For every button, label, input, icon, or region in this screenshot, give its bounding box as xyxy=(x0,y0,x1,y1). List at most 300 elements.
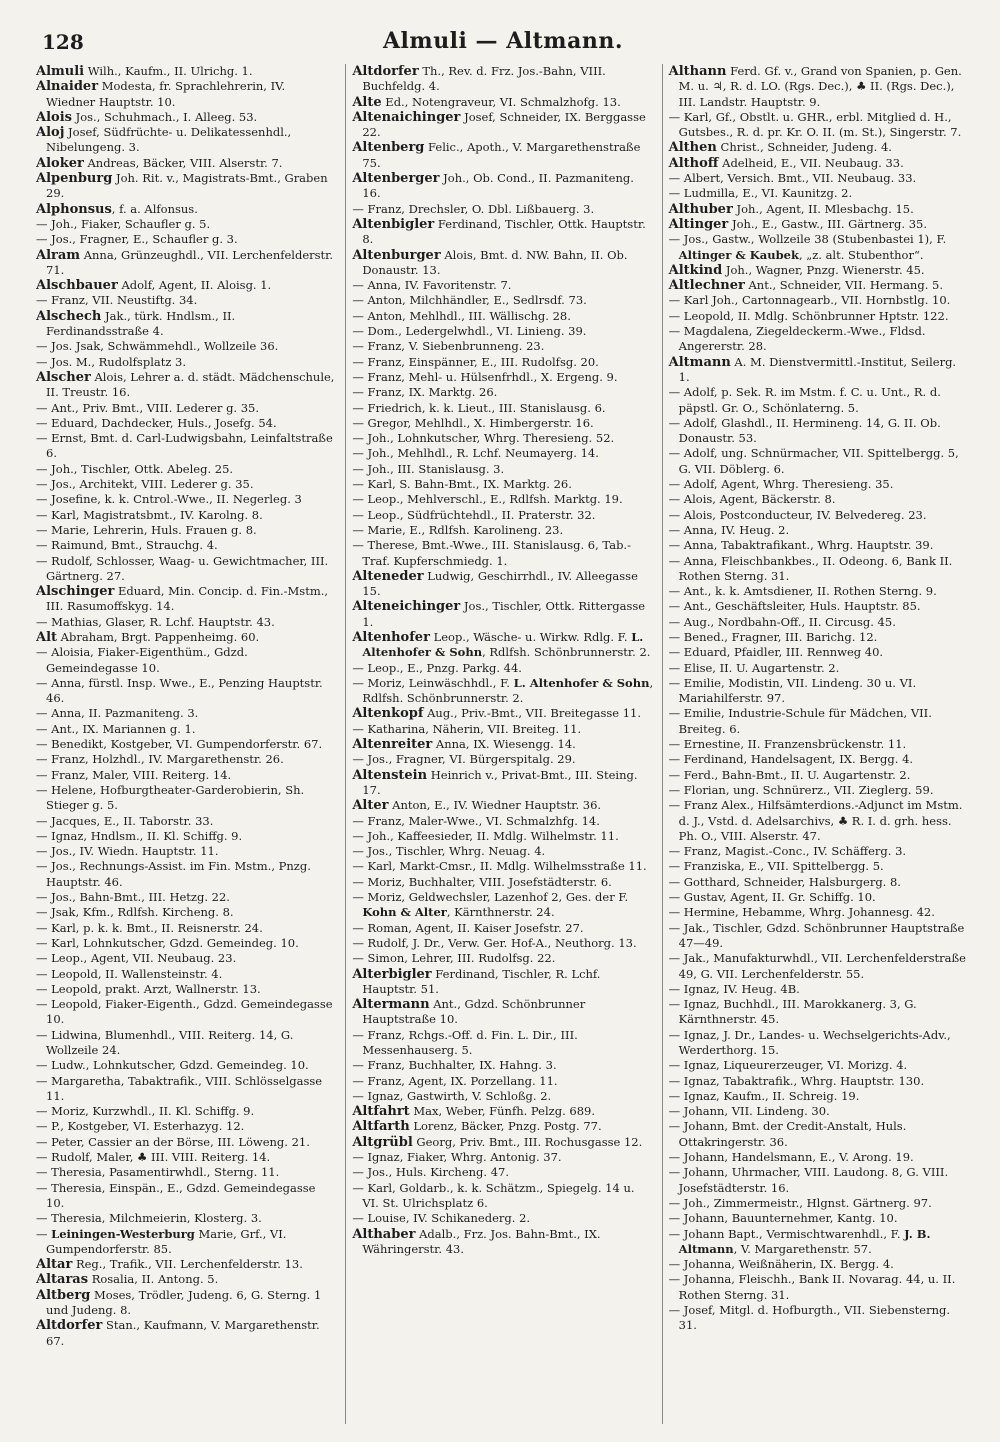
entry-details: Anna, Grünzeughdl., VII. Lerchenfelderstr. 71. xyxy=(46,247,334,277)
entry-details: Joh. Rit. v., Magistrats-Bmt., Graben 29. xyxy=(46,171,328,201)
entry-surname: Alte xyxy=(352,94,382,110)
entry-details-tail: , „z. alt. Stubenthor“. xyxy=(798,247,924,262)
directory-entry xyxy=(36,645,337,676)
entry-details: Andreas, Bäcker, VIII. Alserstr. 7. xyxy=(83,155,283,170)
entry-details: Jak., türk. Hndlsm., II. Ferdinandsstraße 4. xyxy=(46,308,236,339)
directory-entry xyxy=(36,630,337,645)
entry-details: — Karl, Markt-Cmsr., II. Mdlg. Wilhelmsstraße 11. xyxy=(352,859,647,874)
directory-entry xyxy=(36,997,337,1028)
entry-details: — Lidwina, Blumenhdl., VIII. Reiterg. 14, G. Wollzeile 24. xyxy=(36,1027,294,1057)
entry-surname: Almuli xyxy=(36,64,85,79)
entry-details: — Rudolf, Schlosser, Waag- u. Gewichtmacher, III. Gärtnerg. 27. xyxy=(36,553,329,583)
directory-entry xyxy=(669,1028,970,1059)
entry-details: — Raimund, Bmt., Strauchg. 4. xyxy=(36,538,218,553)
running-head: Almuli — Altmann. xyxy=(382,28,623,54)
entry-details: — Ignaz, Gastwirth, V. Schloßg. 2. xyxy=(352,1088,552,1103)
entry-details: — Therese, Bmt.-Wwe., III. Stanislausg. 6, Tab.-Traf. Kupferschmiedg. 1. xyxy=(352,538,631,568)
directory-entry xyxy=(36,202,337,217)
entry-details: — Jos. Jsak, Schwämmehdl., Wollzeile 36. xyxy=(36,339,279,354)
directory-entry xyxy=(669,416,970,447)
entry-details: Josef, Schneider, IX. Berggasse 22. xyxy=(362,109,646,140)
directory-entry xyxy=(669,752,970,767)
entry-surname: Altmann xyxy=(668,354,731,370)
directory-entry xyxy=(352,355,653,370)
directory-entry xyxy=(36,783,337,814)
entry-details: — Moriz, Geldwechsler, Lazenhof 2, Ges. der F. xyxy=(352,890,629,905)
directory-entry xyxy=(669,232,970,263)
entry-details: — Rudolf, Maler, ♣ III. VIII. Reiterg. 14. xyxy=(36,1150,271,1165)
entry-surname: Althen xyxy=(668,140,717,156)
directory-entry xyxy=(669,661,970,676)
entry-details: — Ernestine, II. Franzensbrückenstr. 11. xyxy=(668,737,907,752)
entry-details: — Ignaz, Hndlsm., II. Kl. Schiffg. 9. xyxy=(36,828,243,843)
entry-details: — Ignaz, Tabaktrafik., Whrg. Hauptstr. 130. xyxy=(668,1073,925,1088)
entry-details: — Mathias, Glaser, R. Lchf. Hauptstr. 43. xyxy=(36,614,275,629)
entry-details: Ferdinand, Tischler, Ottk. Hauptstr. 8. xyxy=(362,216,646,247)
directory-entry xyxy=(669,385,970,416)
directory-entry xyxy=(352,967,653,998)
directory-entry xyxy=(669,110,970,141)
directory-entry xyxy=(669,446,970,477)
page-number: 128 xyxy=(42,30,84,54)
entry-details: — Franz, V. Siebenbrunneng. 23. xyxy=(352,339,545,354)
entry-details: — Joh., Mehlhdl., R. Lchf. Neumayerg. 14. xyxy=(352,446,599,461)
directory-entry xyxy=(352,1227,653,1258)
directory-entry xyxy=(669,997,970,1028)
entry-surname: Altenberg xyxy=(352,140,425,156)
entry-details: — Ludmilla, E., VI. Kaunitzg. 2. xyxy=(668,186,853,201)
entry-details: — Franziska, E., VII. Spittelbergg. 5. xyxy=(668,859,884,874)
entry-surname: Altkind xyxy=(668,262,723,278)
directory-entry xyxy=(36,859,337,890)
directory-entry xyxy=(352,523,653,538)
entry-details: Alois, Lehrer a. d. städt. Mädchenschule, II. Treustr. 16. xyxy=(46,369,335,400)
directory-entry xyxy=(36,1150,337,1165)
directory-entry xyxy=(669,1272,970,1303)
entry-details: — Joh., Tischler, Ottk. Abeleg. 25. xyxy=(36,461,234,476)
entry-details-tail: , Rdlfsh. Schönbrunnerstr. 2. xyxy=(362,675,654,706)
entry-surname: Altenburger xyxy=(352,247,441,263)
entry-details: — Ant., IX. Mariannen g. 1. xyxy=(36,721,196,736)
entry-firm-name: Kohn & Alter xyxy=(362,905,447,920)
entry-details: — Franz, Mehl- u. Hülsenfrhdl., X. Ergeng. 9. xyxy=(352,369,618,384)
directory-entry xyxy=(36,1288,337,1319)
entry-details: — Karl, p. k. k. Bmt., II. Reisnerstr. 24. xyxy=(36,920,263,935)
directory-entry xyxy=(669,171,970,186)
directory-entry xyxy=(669,615,970,630)
directory-entry xyxy=(352,706,653,721)
entry-details: Max, Weber, Fünfh. Pelzg. 689. xyxy=(409,1104,595,1119)
directory-entry xyxy=(36,829,337,844)
directory-entry xyxy=(352,309,653,324)
directory-entry xyxy=(352,278,653,293)
entry-details: — Marie, E., Rdlfsh. Karolineng. 23. xyxy=(352,522,564,537)
directory-entry xyxy=(352,569,653,600)
entry-details: Joh., Agent, II. Mlesbachg. 15. xyxy=(732,201,914,216)
directory-entry xyxy=(352,890,653,921)
directory-entry xyxy=(352,110,653,141)
entry-details: — Theresia, Pasamentirwhdl., Sterng. 11. xyxy=(36,1165,280,1180)
entry-surname: Althoff xyxy=(668,155,719,171)
entry-details: Aug., Priv.-Bmt., VII. Breitegasse 11. xyxy=(423,706,642,721)
entry-details: Ed., Notengraveur, VI. Schmalzhofg. 13. xyxy=(381,94,621,109)
entry-details: — Karl Joh., Cartonnagearb., VII. Hornbstlg. 10. xyxy=(668,293,951,308)
entry-details: — Franz, Buchhalter, IX. Hahng. 3. xyxy=(352,1058,557,1073)
directory-entry xyxy=(352,921,653,936)
entry-details: — Jos., Fragner, E., Schaufler g. 3. xyxy=(36,232,238,247)
directory-entry xyxy=(669,890,970,905)
directory-entry xyxy=(36,125,337,156)
entry-surname: Altaras xyxy=(36,1272,89,1288)
entry-details: — Johanna, Fleischh., Bank II. Novarag. 44, u. II. Rothen Sterng. 31. xyxy=(668,1272,956,1302)
entry-details: — Leop., Südfrüchtehdl., II. Praterstr. 32. xyxy=(352,507,596,522)
directory-entry xyxy=(669,1227,970,1258)
entry-firm-name: L. Altenhofer & Sohn xyxy=(362,629,644,660)
entry-details: — Franz, Drechsler, O. Dbl. Lißbauerg. 3. xyxy=(352,201,595,216)
entry-details: Adalb., Frz. Jos. Bahn-Bmt., IX. Währingerstr. 43. xyxy=(362,1226,601,1256)
entry-details: Ant., Schneider, VII. Hermang. 5. xyxy=(744,278,943,293)
entry-details: Adolf, Agent, II. Aloisg. 1. xyxy=(117,278,272,293)
entry-surname: Altenreiter xyxy=(352,737,433,753)
entry-details: — Franz, Einspänner, E., III. Rudolfsg. 20. xyxy=(352,354,599,369)
directory-entry xyxy=(669,875,970,890)
entry-details: — Franz, VII. Neustiftg. 34. xyxy=(36,293,198,308)
entry-details-tail: Marie, Grf., VI. Gumpendorferstr. 85. xyxy=(46,1226,287,1256)
entry-details: Modesta, fr. Sprachlehrerin, IV. Wiedner Hauptstr. 10. xyxy=(46,79,286,109)
entry-details: — Gustav, Agent, II. Gr. Schiffg. 10. xyxy=(668,890,876,905)
directory-entry xyxy=(352,661,653,676)
directory-entry xyxy=(669,1058,970,1073)
entry-surname: Altfarth xyxy=(352,1119,410,1135)
directory-entry xyxy=(36,951,337,966)
entry-details: — Anna, IV. Favoritenstr. 7. xyxy=(352,278,512,293)
entry-details: — Leopold, prakt. Arzt, Wallnerstr. 13. xyxy=(36,981,261,996)
entry-details: — Anna, Fleischbankbes., II. Odeong. 6, Bank II. Rothen Sterng. 31. xyxy=(668,553,953,583)
directory-entry xyxy=(36,1227,337,1258)
directory-entry xyxy=(36,1058,337,1073)
entry-surname: Alram xyxy=(36,247,81,263)
directory-entry xyxy=(36,538,337,553)
entry-surname: Aloj xyxy=(36,125,65,141)
entry-details: — Rudolf, J. Dr., Verw. Ger. Hof-A., Neuthorg. 13. xyxy=(352,935,637,950)
entry-details: Jos., Tischler, Ottk. Rittergasse 1. xyxy=(362,599,646,629)
entry-details: — Theresia, Milchmeierin, Klosterg. 3. xyxy=(36,1211,262,1226)
entry-surname: Alterbigler xyxy=(352,966,432,982)
directory-entry xyxy=(36,370,337,401)
entry-details: — Jos., Gastw., Wollzeile 38 (Stubenbastei 1), F. xyxy=(668,232,947,247)
directory-entry xyxy=(36,1257,337,1272)
entry-details: Heinrich v., Privat-Bmt., III. Steing. 17. xyxy=(362,767,638,797)
entry-details: — Karl, Magistratsbmt., IV. Karolng. 8. xyxy=(36,507,263,522)
entry-details: — Jos. M., Rudolfsplatz 3. xyxy=(36,354,187,369)
entry-details-tail: , Kärnthnerstr. 24. xyxy=(446,905,555,920)
directory-entry xyxy=(36,814,337,829)
directory-entry xyxy=(36,462,337,477)
entry-details: — P., Kostgeber, VI. Esterhazyg. 12. xyxy=(36,1119,245,1134)
entry-surname: Altenkopf xyxy=(352,706,424,722)
entry-details: Ant., Gdzd. Schönbrunner Hauptstraße 10. xyxy=(362,997,586,1027)
entry-details: — Marie, Lehrerin, Huls. Frauen g. 8. xyxy=(36,522,257,537)
entry-surname: Altar xyxy=(36,1257,73,1273)
directory-entry xyxy=(352,462,653,477)
entry-details: — Johanna, Weißnäherin, IX. Bergg. 4. xyxy=(668,1257,894,1272)
entry-details: — Leop., Mehlverschl., E., Rdlfsh. Marktg. 19. xyxy=(352,492,623,507)
entry-surname: Altenbigler xyxy=(352,216,435,232)
directory-entry xyxy=(669,676,970,707)
entry-details: Stan., Kaufmann, V. Margarethenstr. 67. xyxy=(46,1318,320,1348)
directory-entry xyxy=(36,706,337,721)
entry-details: — Anton, Mehlhdl., III. Wällischg. 28. xyxy=(352,308,571,323)
directory-entry xyxy=(36,401,337,416)
directory-entry xyxy=(352,492,653,507)
entry-details: Josef, Südfrüchte- u. Delikatessenhdl., Nibelungeng. 3. xyxy=(46,125,292,155)
directory-entry xyxy=(36,584,337,615)
directory-entry xyxy=(352,1150,653,1165)
entry-details: — Adolf, Agent, Whrg. Theresieng. 35. xyxy=(668,477,894,492)
entry-details: — Anna, fürstl. Insp. Wwe., E., Penzing Hauptstr. 46. xyxy=(36,675,323,706)
entry-details: — Peter, Cassier an der Börse, III. Löweng. 21. xyxy=(36,1134,310,1149)
entry-details: — Leop., Agent, VII. Neubaug. 23. xyxy=(36,951,237,966)
entry-surname: Alnaider xyxy=(36,79,99,95)
entry-details: — Eduard, Pfaidler, III. Rennweg 40. xyxy=(668,645,884,660)
directory-entry xyxy=(352,1211,653,1226)
directory-entry xyxy=(352,538,653,569)
directory-entry xyxy=(36,921,337,936)
entry-details: — Johann Bapt., Vermischtwarenhdl., F. xyxy=(668,1226,905,1241)
directory-entry xyxy=(36,1135,337,1150)
entry-details: — Leopold, II. Wallensteinstr. 4. xyxy=(36,966,223,981)
entry-details: — Ignaz, Kaufm., II. Schreig. 19. xyxy=(668,1088,860,1103)
entry-details: Felic., Apoth., V. Margarethenstraße 75. xyxy=(362,140,641,170)
directory-entry xyxy=(36,156,337,171)
directory-entry xyxy=(36,905,337,920)
directory-entry xyxy=(669,798,970,844)
directory-entry xyxy=(36,1211,337,1226)
entry-details: Ferdinand, Tischler, R. Lchf. Hauptstr. 51. xyxy=(362,966,601,996)
entry-surname: Alt xyxy=(36,629,58,645)
directory-entry xyxy=(36,1272,337,1287)
directory-entry xyxy=(36,844,337,859)
entry-details: — Karl, Goldarb., k. k. Schätzm., Spiegelg. 14 u. VI. St. Ulrichsplatz 6. xyxy=(352,1180,635,1210)
entry-details: Ferd. Gf. v., Grand von Spanien, p. Gen. M. u. ♃, R. d. LO. (Rgs. Dec.), ♣ II. (Rgs. Dec.), III. Landstr. Hauptstr. 9. xyxy=(678,64,962,109)
directory-entry xyxy=(669,554,970,585)
entry-details: — Jos., Huls. Kircheng. 47. xyxy=(352,1165,509,1180)
entry-details: — Karl, S. Bahn-Bmt., IX. Marktg. 26. xyxy=(352,477,572,492)
directory-entry xyxy=(36,737,337,752)
entry-details: — Leop., E., Pnzg. Parkg. 44. xyxy=(352,660,522,675)
entry-details: — Anna, IV. Heug. 2. xyxy=(668,522,790,537)
directory-entry xyxy=(36,431,337,462)
entry-details: — Jos., Bahn-Bmt., III. Hetzg. 22. xyxy=(36,890,230,905)
entry-surname: Alschinger xyxy=(36,584,115,600)
entry-details: Adelheid, E., VII. Neubaug. 33. xyxy=(718,155,904,170)
directory-entry xyxy=(352,477,653,492)
entry-details: — Leopold, II. Mdlg. Schönbrunner Hptstr. 122. xyxy=(668,308,949,323)
directory-entry xyxy=(352,446,653,461)
directory-entry xyxy=(352,385,653,400)
directory-entry xyxy=(669,186,970,201)
directory-entry xyxy=(669,951,970,982)
entry-details: — Alois, Postconducteur, IV. Belvedereg. 23. xyxy=(668,507,927,522)
directory-entry xyxy=(352,324,653,339)
directory-entry xyxy=(352,875,653,890)
directory-entry xyxy=(36,477,337,492)
directory-entry xyxy=(352,752,653,767)
entry-details: — Simon, Lehrer, III. Rudolfsg. 22. xyxy=(352,951,556,966)
directory-entry xyxy=(36,171,337,202)
entry-details: — Moriz, Kurzwhdl., II. Kl. Schiffg. 9. xyxy=(36,1104,255,1119)
entry-details: Reg., Trafik., VII. Lerchenfelderstr. 13. xyxy=(72,1257,303,1272)
entry-details: — Jak., Tischler, Gdzd. Schönbrunner Hauptstraße 47—49. xyxy=(668,920,965,950)
directory-entry xyxy=(36,768,337,783)
directory-entry xyxy=(669,324,970,355)
entry-details: — Ant., k. k. Amtsdiener, II. Rothen Sterng. 9. xyxy=(668,584,937,599)
directory-entry xyxy=(36,508,337,523)
entry-firm-name: L. Altenhofer & Sohn xyxy=(513,675,650,690)
entry-details: Anna, IX. Wiesengg. 14. xyxy=(432,737,576,752)
entry-details: — Adolf, p. Sek. R. im Mstm. f. C. u. Unt., R. d. päpstl. Gr. O., Schönlaterng. 5. xyxy=(668,385,941,415)
directory-entry xyxy=(36,1165,337,1180)
entry-details: — Anna, Tabaktrafikant., Whrg. Hauptstr. 39. xyxy=(668,538,934,553)
entry-details: A. M. Dienstvermittl.-Institut, Seilerg. 1. xyxy=(678,354,957,384)
directory-entry xyxy=(669,309,970,324)
entry-details: — Jos., Tischler, Whrg. Neuag. 4. xyxy=(352,844,546,859)
directory-entry xyxy=(352,737,653,752)
directory-entry xyxy=(36,492,337,507)
directory-entry xyxy=(352,997,653,1028)
column-middle xyxy=(345,64,653,1424)
directory-entry xyxy=(36,890,337,905)
directory-entry xyxy=(36,1028,337,1059)
entry-details: — Joh., III. Stanislausg. 3. xyxy=(352,461,505,476)
entry-surname: Aloker xyxy=(36,155,84,171)
directory-entry xyxy=(36,554,337,585)
entry-details: — Franz Alex., Hilfsämterdions.-Adjunct im Mstm. d. J., Vstd. d. Adelsarchivs, ♣ R. I. d. grh. hess. Ph. O., VIII. Alserstr. 47. xyxy=(668,798,963,843)
entry-details: — Louise, IV. Schikanederg. 2. xyxy=(352,1211,531,1226)
entry-details: — Josefine, k. k. Cntrol.-Wwe., II. Negerleg. 3 xyxy=(36,492,302,507)
entry-details: — Emilie, Modistin, VII. Lindeng. 30 u. VI. Mariahilferstr. 97. xyxy=(668,675,917,706)
directory-entry xyxy=(669,523,970,538)
directory-entry xyxy=(669,584,970,599)
entry-details: — Franz, Maler-Wwe., VI. Schmalzhfg. 14. xyxy=(352,813,600,828)
directory-entry xyxy=(352,676,653,707)
directory-entry xyxy=(669,1150,970,1165)
directory-entry xyxy=(669,1196,970,1211)
directory-entry xyxy=(352,248,653,279)
entry-firm-name: J. B. Altmann xyxy=(678,1226,931,1256)
entry-details: — Jacques, E., II. Taborstr. 33. xyxy=(36,813,214,828)
directory-entry xyxy=(352,508,653,523)
directory-entry xyxy=(669,538,970,553)
directory-entry xyxy=(36,1104,337,1119)
directory-entry xyxy=(669,599,970,614)
directory-entry xyxy=(669,64,970,110)
entry-surname: Althuber xyxy=(668,201,733,217)
directory-entry xyxy=(36,79,337,110)
directory-entry xyxy=(669,1119,970,1150)
directory-entry xyxy=(669,217,970,232)
directory-entry xyxy=(36,248,337,279)
directory-entry xyxy=(669,477,970,492)
directory-entry xyxy=(669,706,970,737)
entry-details: — Theresia, Einspän., E., Gdzd. Gemeindegasse 10. xyxy=(36,1180,316,1210)
directory-entry xyxy=(352,293,653,308)
entry-details: — Ignaz, Liqueurerzeuger, VI. Morizg. 4. xyxy=(668,1058,908,1073)
entry-details: — Ignaz, Fiaker, Whrg. Antonig. 37. xyxy=(352,1150,562,1165)
directory-entry xyxy=(669,355,970,386)
entry-details: — Joh., Fiaker, Schaufler g. 5. xyxy=(36,216,211,231)
entry-details: — Ferd., Bahn-Bmt., II. U. Augartenstr. 2. xyxy=(668,767,911,782)
directory-entry xyxy=(352,844,653,859)
directory-entry xyxy=(669,508,970,523)
entry-details: Joh., Wagner, Pnzg. Wienerstr. 45. xyxy=(722,262,925,277)
directory-entry xyxy=(352,1028,653,1059)
entry-details-tail: , Rdlfsh. Schönbrunnerstr. 2. xyxy=(482,645,651,660)
directory-entry xyxy=(669,645,970,660)
entry-details: — Jak., Manufakturwhdl., VII. Lerchenfelderstraße 49, G. VII. Lerchenfelderstr. 55. xyxy=(668,951,966,981)
entry-details: Lorenz, Bäcker, Pnzg. Postg. 77. xyxy=(409,1119,602,1134)
entry-details: — Franz, Agent, IX. Porzellang. 11. xyxy=(352,1073,558,1088)
entry-details: — Elise, II. U. Augartenstr. 2. xyxy=(668,660,840,675)
directory-entry xyxy=(669,1165,970,1196)
directory-entry xyxy=(669,844,970,859)
entry-details: — Josef, Mitgl. d. Hofburgth., VII. Siebensterng. 31. xyxy=(668,1303,951,1333)
directory-entry xyxy=(352,140,653,171)
entry-details: — Jos., Fragner, VI. Bürgerspitalg. 29. xyxy=(352,752,576,767)
entry-details: — Moriz, Buchhalter, VIII. Josefstädterstr. 6. xyxy=(352,874,612,889)
entry-surname: Alter xyxy=(352,798,389,814)
directory-entry xyxy=(352,1119,653,1134)
entry-surname: Alschech xyxy=(36,308,102,324)
directory-entry xyxy=(36,676,337,707)
directory-entry xyxy=(352,859,653,874)
directory-entry xyxy=(36,293,337,308)
entry-details: , f. a. Alfonsus. xyxy=(111,201,198,216)
directory-entry xyxy=(36,1074,337,1105)
entry-surname: Altdorfer xyxy=(36,1318,103,1334)
directory-entry xyxy=(352,202,653,217)
directory-entry xyxy=(36,110,337,125)
entry-details: — Franz, IX. Marktg. 26. xyxy=(352,385,498,400)
entry-details: — Ernst, Bmt. d. Carl-Ludwigsbahn, Leinfaltstraße 6. xyxy=(36,431,333,461)
entry-details: Anton, E., IV. Wiedner Hauptstr. 36. xyxy=(388,798,602,813)
directory-entry xyxy=(669,768,970,783)
directory-entry xyxy=(669,921,970,952)
directory-entry xyxy=(352,798,653,813)
directory-entry xyxy=(36,278,337,293)
entry-details: — Jsak, Kfm., Rdlfsh. Kircheng. 8. xyxy=(36,905,234,920)
directory-entry xyxy=(36,982,337,997)
entry-surname: Alteneder xyxy=(352,568,424,584)
entry-details: — Aug., Nordbahn-Off., II. Circusg. 45. xyxy=(668,614,896,629)
entry-details: — Joh., Lohnkutscher, Whrg. Theresieng. 52. xyxy=(352,431,615,446)
directory-entry xyxy=(669,263,970,278)
entry-details: Moses, Trödler, Judeng. 6, G. Sterng. 1 und Judeng. 8. xyxy=(46,1287,322,1318)
directory-entry xyxy=(36,722,337,737)
entry-details: — Albert, Versich. Bmt., VII. Neubaug. 33. xyxy=(668,171,917,186)
entry-details: — Magdalena, Ziegeldeckerm.-Wwe., Fldsd. Angererstr. 28. xyxy=(668,324,926,354)
directory-entry xyxy=(36,309,337,340)
directory-entry xyxy=(352,339,653,354)
entry-details: — Joh., Zimmermeistr., Hlgnst. Gärtnerg. 97. xyxy=(668,1195,932,1210)
entry-surname: Alschbauer xyxy=(36,278,118,294)
directory-entry xyxy=(36,1181,337,1212)
entry-details: Th., Rev. d. Frz. Jos.-Bahn, VIII. Buchfeldg. 4. xyxy=(362,64,606,94)
directory-entry xyxy=(669,630,970,645)
directory-entry xyxy=(36,752,337,767)
directory-entry xyxy=(352,1074,653,1089)
entry-details: — xyxy=(36,1226,52,1241)
